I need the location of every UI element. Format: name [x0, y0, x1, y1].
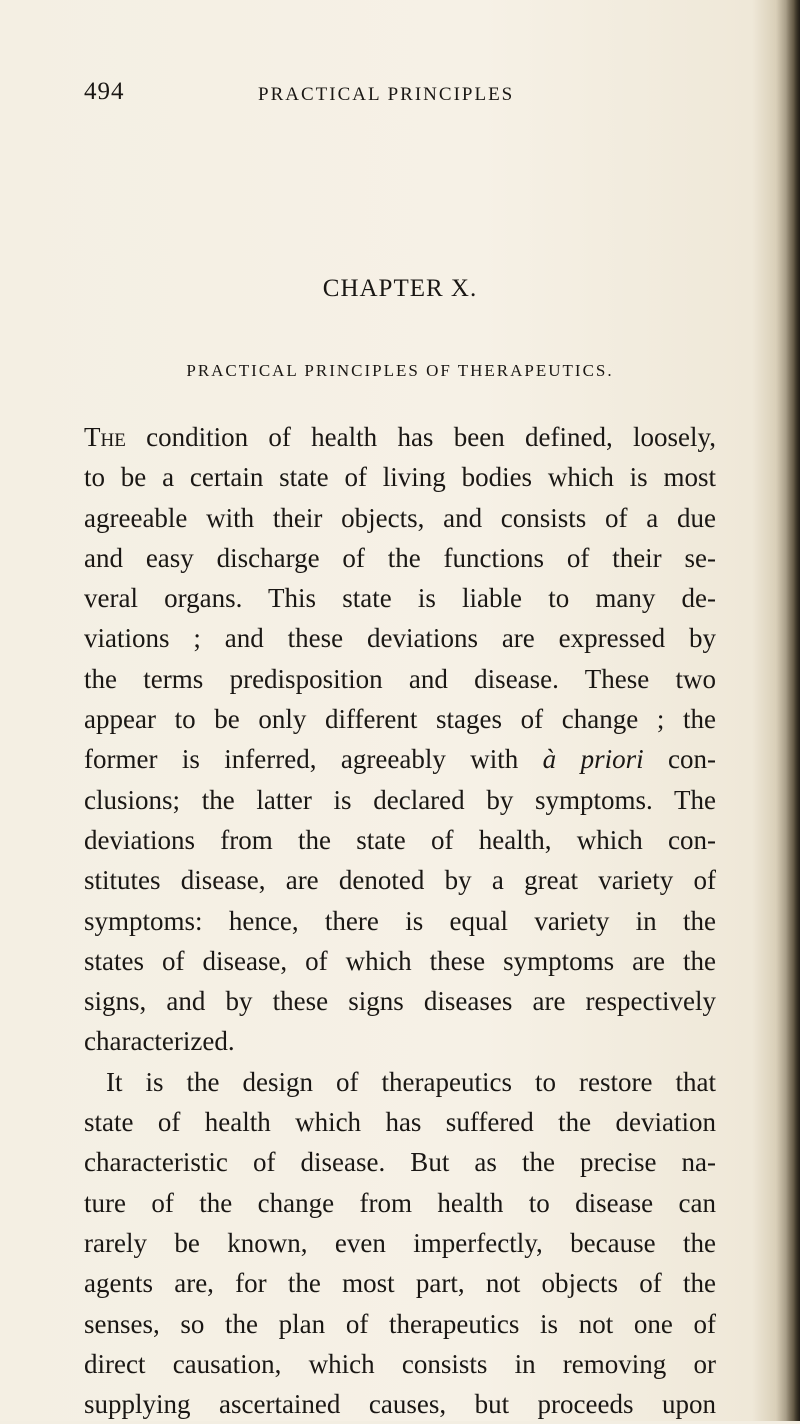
text-line: signs, and by these signs diseases are respectively — [84, 986, 716, 1017]
text-line: viations ; and these deviations are expressed by — [84, 623, 716, 654]
body-text — [84, 417, 716, 1424]
text-line: appear to be only different stages of change ; the — [84, 704, 716, 735]
text-line: deviations from the state of health, which con- — [84, 824, 716, 855]
text-line: veral organs. This state is liable to many de- — [84, 583, 716, 614]
chapter-title: CHAPTER X. — [322, 275, 478, 302]
text-line: symptoms: hence, there is equal variety in the — [84, 905, 716, 936]
text-line: The condition of health has been defined, loosely, — [84, 422, 716, 452]
text-line: the terms predisposition and disease. These two — [84, 663, 716, 694]
text-line: former is inferred, agreeably with à priori con- — [84, 744, 716, 775]
text-line: agents are, for the most part, not objects of the — [84, 1268, 716, 1299]
running-title: PRACTICAL PRINCIPLES — [258, 84, 515, 105]
text-line: state of health which has suffered the deviation — [84, 1107, 716, 1138]
text-line: agreeable with their objects, and consists of a due — [84, 502, 716, 533]
page-number: 494 — [84, 78, 125, 105]
page-edge-shadow — [786, 0, 800, 1421]
text-line: clusions; the latter is declared by symptoms. The — [84, 784, 716, 815]
text-line: It is the design of therapeutics to restore that — [106, 1066, 716, 1097]
text-line: to be a certain state of living bodies which is most — [84, 462, 716, 493]
opening-word: The — [84, 422, 126, 452]
text-line: characterized. — [84, 1026, 235, 1057]
text-line: characteristic of disease. But as the precise na- — [84, 1147, 716, 1178]
text-line: supplying ascertained causes, but proceeds upon — [84, 1389, 716, 1420]
text-line: stitutes disease, are denoted by a great variety of — [84, 865, 716, 896]
text-line: direct causation, which consists in removing or — [84, 1348, 716, 1379]
text-line: senses, so the plan of therapeutics is not one of — [84, 1308, 716, 1339]
section-title: PRACTICAL PRINCIPLES OF THERAPEUTICS. — [186, 361, 614, 380]
text-line: states of disease, of which these symptoms are the — [84, 945, 716, 976]
text-line: ture of the change from health to disease can — [84, 1187, 716, 1218]
text-line: and easy discharge of the functions of their se- — [84, 542, 716, 573]
italic-phrase: à priori — [542, 744, 644, 775]
text-line: rarely be known, even imperfectly, because the — [84, 1227, 716, 1258]
running-head — [84, 78, 714, 118]
